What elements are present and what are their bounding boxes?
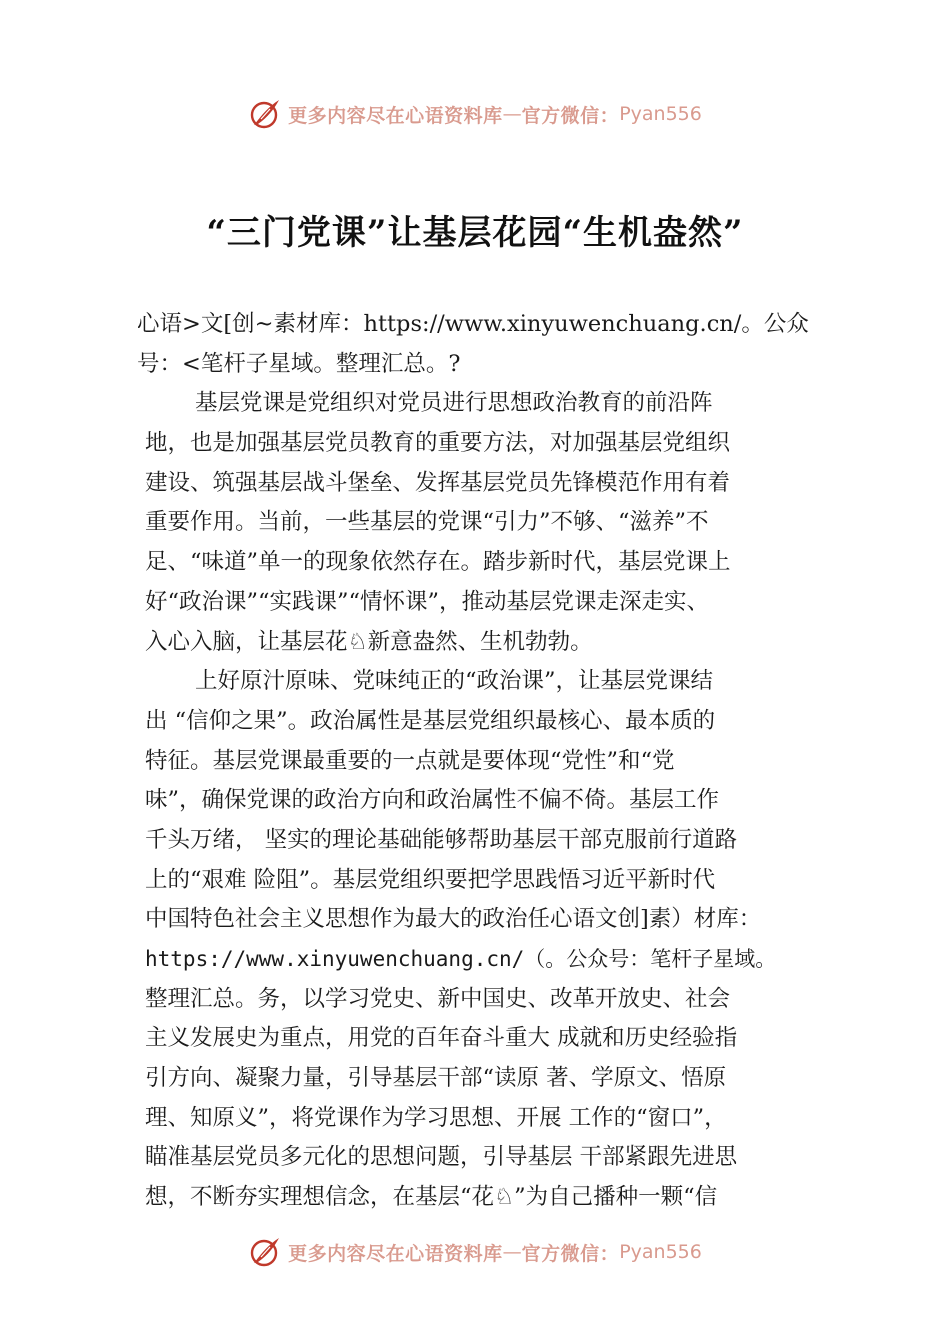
banner-wechat-id: Pyan556 [619, 103, 702, 125]
document-body [137, 305, 845, 1218]
banner-wechat-label: 官方微信： [521, 1242, 620, 1265]
body-line: 好“政治课”“实践课”“情怀课”，推动基层党课走深走实、 [145, 588, 710, 615]
body-line: 基层党课是党组织对党员进行思想政治教育的前沿阵 [195, 390, 713, 417]
body-line: 想，不断夯实理想信念，在基层“花♘”为自己播种一颗“信 [145, 1184, 718, 1211]
body-line: 上好原汁原味、党味纯正的“政治课”，让基层党课结 [195, 668, 714, 695]
banner-main-text: 更多内容尽在心语资料库 [288, 1242, 503, 1265]
banner-separator: — [502, 103, 522, 125]
body-line: 引方向、凝聚力量，引导基层干部“读原 著、学原文、悟原 [145, 1065, 727, 1092]
body-line: 建设、筑强基层战斗堡垒、发挥基层党员先锋模范作用有着 [145, 469, 731, 496]
document-title: “三门党课”让基层花园“生机盎然” [206, 213, 744, 253]
body-line: 地，也是加强基层党员教育的重要方法，对加强基层党组织 [145, 430, 731, 457]
body-line: 主义发展史为重点，用党的百年奋斗重大 成就和历史经验指 [145, 1025, 738, 1052]
body-line: 瞄准基层党员多元化的思想问题，引导基层 干部紧跟先进思 [145, 1144, 738, 1171]
banner-wechat-label: 官方微信： [521, 104, 620, 127]
body-line: 上的“艰难 险阻”。基层党组织要把学思践悟习近平新时代 [145, 866, 716, 893]
body-line: 重要作用。当前，一些基层的党课“引力”不够、“滋养”不 [145, 509, 709, 536]
body-line: 特征。基层党课最重要的一点就是要体现“党性”和“党 [145, 747, 675, 774]
body-line: 足、“味道”单一的现象依然存在。踏步新时代，基层党课上 [145, 549, 731, 576]
banner-separator: — [502, 1241, 522, 1263]
body-line: 入心入脑，让基层花♘新意盎然、生机勃勃。 [145, 628, 593, 655]
body-line: 中国特色社会主义思想作为最大的政治任心语文创]素）材库： [145, 906, 762, 933]
quill-logo-icon [248, 97, 282, 131]
quill-logo-icon [248, 1235, 282, 1269]
body-line: 出 “信仰之果”。政治属性是基层党组织最核心、最本质的 [145, 707, 716, 734]
body-line: 理、知原义”，将党课作为学习思想、开展 工作的“窗口”， [145, 1104, 727, 1131]
body-line: 味”，确保党课的政治方向和政治属性不偏不倚。基层工作 [145, 787, 720, 814]
body-line: 千头万绪， 坚实的理论基础能够帮助基层干部克服前行道路 [145, 826, 738, 853]
footer-banner [0, 1230, 950, 1274]
body-line: 心语>文[创~素材库：https://www.xinyuwenchuang.cn/。公众 [137, 311, 809, 337]
body-line: 整理汇总。务，以学习党史、新中国史、改革开放史、社会 [145, 985, 731, 1012]
body-line: 号：<笔杆子星域。整理汇总。? [137, 350, 461, 377]
banner-main-text: 更多内容尽在心语资料库 [288, 104, 503, 127]
header-banner [0, 92, 950, 136]
banner-wechat-id: Pyan556 [619, 1241, 702, 1263]
body-line-url: https://www.xinyuwenchuang.cn/（。公众号：笔杆子星域。 [145, 947, 777, 971]
